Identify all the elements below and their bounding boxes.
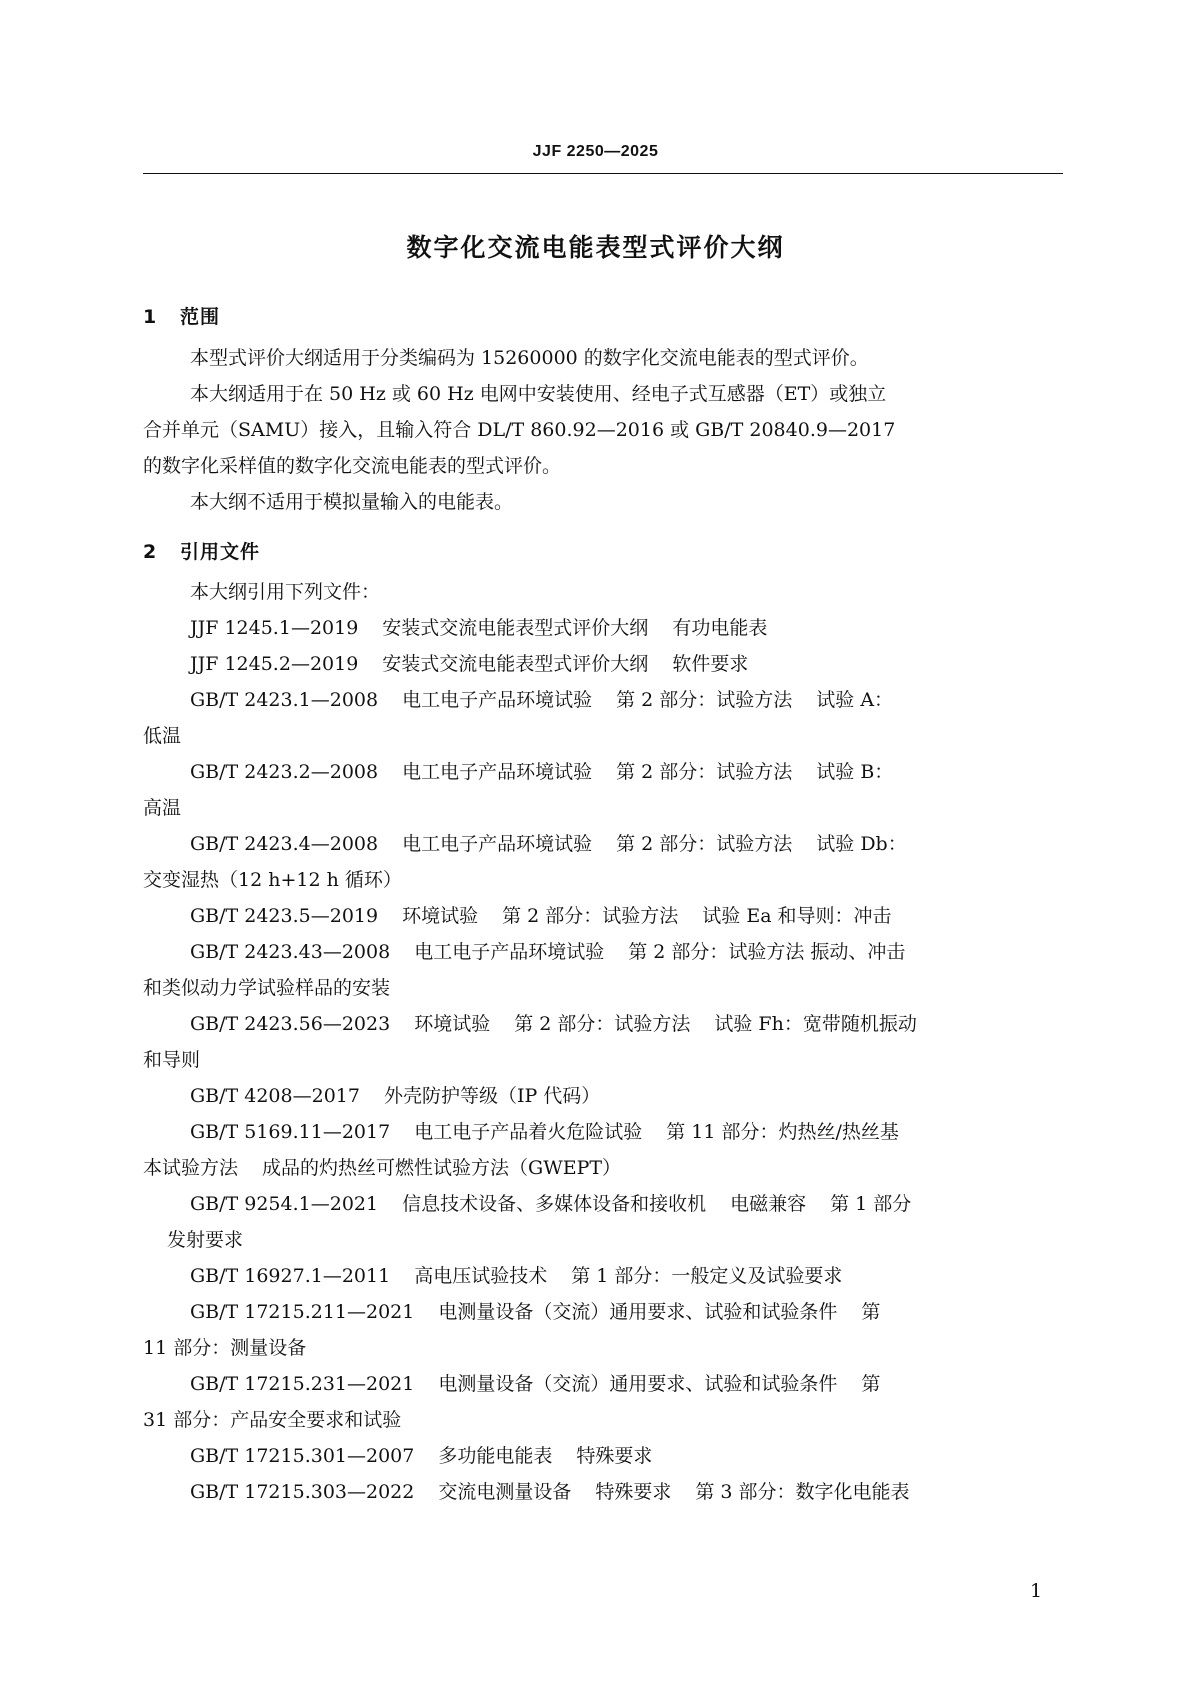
reference-tail: 试验 Ea 和导则：冲击 bbox=[702, 905, 892, 927]
reference-continuation: 低温 bbox=[143, 725, 182, 747]
reference-code: GB/T 17215.231—2021 bbox=[190, 1373, 415, 1395]
reference-part: 第 1 部分：一般定义及试验要求 bbox=[571, 1265, 843, 1287]
reference-part: 第 2 部分：试验方法 bbox=[616, 761, 793, 783]
reference-continuation: 发射要求 bbox=[167, 1229, 244, 1251]
section-2-intro: 本大纲引用下列文件： bbox=[190, 581, 381, 603]
reference-title: 电工电子产品环境试验 bbox=[402, 833, 593, 855]
reference-item bbox=[190, 1192, 911, 1216]
section-1-heading bbox=[143, 302, 220, 329]
reference-part: 第 2 部分：试验方法 bbox=[616, 689, 793, 711]
reference-title: 电工电子产品环境试验 bbox=[402, 689, 593, 711]
reference-part: 特殊要求 bbox=[595, 1481, 672, 1503]
section-1-paragraph-3: 本大纲不适用于模拟量输入的电能表。 bbox=[190, 491, 514, 513]
section-1-paragraph-1: 本型式评价大纲适用于分类编码为 15260000 的数字化交流电能表的型式评价。 bbox=[190, 347, 869, 369]
reference-continuation-subpart: 成品的灼热丝可燃性试验方法（GWEPT） bbox=[262, 1157, 622, 1179]
reference-item bbox=[190, 1480, 910, 1504]
reference-part: 第 2 部分：试验方法 bbox=[514, 1013, 691, 1035]
reference-title: 环境试验 bbox=[402, 905, 479, 927]
reference-item bbox=[190, 832, 907, 856]
reference-title: 电测量设备（交流）通用要求、试验和试验条件 bbox=[438, 1373, 838, 1395]
reference-part: 第 bbox=[861, 1301, 881, 1323]
reference-item bbox=[190, 1444, 652, 1468]
reference-item bbox=[190, 1372, 880, 1396]
reference-part: 软件要求 bbox=[672, 653, 749, 675]
reference-part: 特殊要求 bbox=[576, 1445, 653, 1467]
reference-item bbox=[190, 652, 748, 676]
reference-item bbox=[190, 1084, 600, 1108]
reference-code: GB/T 16927.1—2011 bbox=[190, 1265, 391, 1287]
reference-code: JJF 1245.1—2019 bbox=[190, 617, 359, 639]
reference-title: 交流电测量设备 bbox=[438, 1481, 572, 1503]
reference-title: 环境试验 bbox=[414, 1013, 491, 1035]
reference-item bbox=[190, 904, 892, 928]
reference-code: GB/T 2423.2—2008 bbox=[190, 761, 379, 783]
reference-code: GB/T 17215.301—2007 bbox=[190, 1445, 415, 1467]
reference-tail: 第 3 部分：数字化电能表 bbox=[695, 1481, 910, 1503]
reference-continuation-part: 本试验方法 bbox=[143, 1157, 239, 1179]
reference-part: 电磁兼容 bbox=[730, 1193, 807, 1215]
reference-part: 第 11 部分：灼热丝/热丝基 bbox=[666, 1121, 899, 1143]
section-1-title: 范围 bbox=[180, 306, 221, 328]
reference-continuation: 31 部分：产品安全要求和试验 bbox=[143, 1409, 402, 1431]
reference-item bbox=[190, 1264, 842, 1288]
reference-continuation: 交变湿热（12 h+12 h 循环） bbox=[143, 869, 402, 891]
reference-code: GB/T 2423.5—2019 bbox=[190, 905, 379, 927]
reference-code: GB/T 17215.211—2021 bbox=[190, 1301, 415, 1323]
reference-tail: 试验 Fh：宽带随机振动 bbox=[714, 1013, 917, 1035]
reference-part: 有功电能表 bbox=[672, 617, 768, 639]
reference-code: GB/T 9254.1—2021 bbox=[190, 1193, 379, 1215]
reference-title: 信息技术设备、多媒体设备和接收机 bbox=[402, 1193, 707, 1215]
reference-code: GB/T 2423.43—2008 bbox=[190, 941, 391, 963]
section-1-paragraph-2-line-1: 本大纲适用于在 50 Hz 或 60 Hz 电网中安装使用、经电子式互感器（ET）或独立 bbox=[190, 383, 887, 405]
reference-title: 外壳防护等级（IP 代码） bbox=[383, 1085, 601, 1107]
reference-tail: 试验 B： bbox=[816, 761, 894, 783]
reference-title: 电工电子产品着火危险试验 bbox=[414, 1121, 643, 1143]
reference-code: GB/T 2423.56—2023 bbox=[190, 1013, 391, 1035]
section-1-paragraph-2-line-3: 的数字化采样值的数字化交流电能表的型式评价。 bbox=[143, 455, 562, 477]
reference-title: 多功能电能表 bbox=[438, 1445, 553, 1467]
reference-title: 电工电子产品环境试验 bbox=[402, 761, 593, 783]
reference-part: 第 2 部分：试验方法 bbox=[502, 905, 679, 927]
reference-item bbox=[190, 1012, 917, 1036]
reference-title: 电测量设备（交流）通用要求、试验和试验条件 bbox=[438, 1301, 838, 1323]
section-2-heading bbox=[143, 537, 260, 564]
reference-part: 第 2 部分：试验方法 bbox=[616, 833, 793, 855]
section-1-paragraph-2-line-2: 合并单元（SAMU）接入，且输入符合 DL/T 860.92—2016 或 GB/T 20840.9—2017 bbox=[143, 419, 896, 441]
reference-item bbox=[190, 760, 893, 784]
reference-code: GB/T 2423.4—2008 bbox=[190, 833, 379, 855]
reference-title: 电工电子产品环境试验 bbox=[414, 941, 605, 963]
reference-title: 安装式交流电能表型式评价大纲 bbox=[382, 653, 649, 675]
reference-code: GB/T 2423.1—2008 bbox=[190, 689, 379, 711]
section-2-number: 2 bbox=[143, 541, 158, 563]
reference-tail: 第 1 部分 bbox=[830, 1193, 912, 1215]
header-rule bbox=[143, 173, 1063, 174]
reference-code: GB/T 5169.11—2017 bbox=[190, 1121, 391, 1143]
document-code-header: JJF 2250—2025 bbox=[532, 143, 659, 160]
section-2-title: 引用文件 bbox=[180, 541, 261, 563]
reference-continuation: 11 部分：测量设备 bbox=[143, 1337, 307, 1359]
reference-code: GB/T 4208—2017 bbox=[190, 1085, 360, 1107]
reference-item bbox=[190, 616, 767, 640]
section-1-number: 1 bbox=[143, 306, 158, 328]
reference-title: 高电压试验技术 bbox=[414, 1265, 548, 1287]
reference-continuation: 高温 bbox=[143, 797, 182, 819]
reference-title: 安装式交流电能表型式评价大纲 bbox=[382, 617, 649, 639]
reference-part: 第 2 部分：试验方法 振动、冲击 bbox=[628, 941, 906, 963]
reference-item bbox=[190, 688, 893, 712]
reference-tail: 试验 Db： bbox=[816, 833, 907, 855]
reference-code: JJF 1245.2—2019 bbox=[190, 653, 359, 675]
document-title: 数字化交流电能表型式评价大纲 bbox=[406, 233, 785, 262]
reference-tail: 试验 A： bbox=[816, 689, 894, 711]
reference-item bbox=[190, 940, 905, 964]
reference-continuation bbox=[143, 1156, 621, 1180]
reference-continuation: 和类似动力学试验样品的安装 bbox=[143, 977, 391, 999]
reference-item bbox=[190, 1300, 880, 1324]
reference-continuation: 和导则 bbox=[143, 1049, 201, 1071]
reference-code: GB/T 17215.303—2022 bbox=[190, 1481, 415, 1503]
reference-part: 第 bbox=[861, 1373, 881, 1395]
reference-item bbox=[190, 1120, 899, 1144]
page-number: 1 bbox=[1030, 1580, 1043, 1602]
